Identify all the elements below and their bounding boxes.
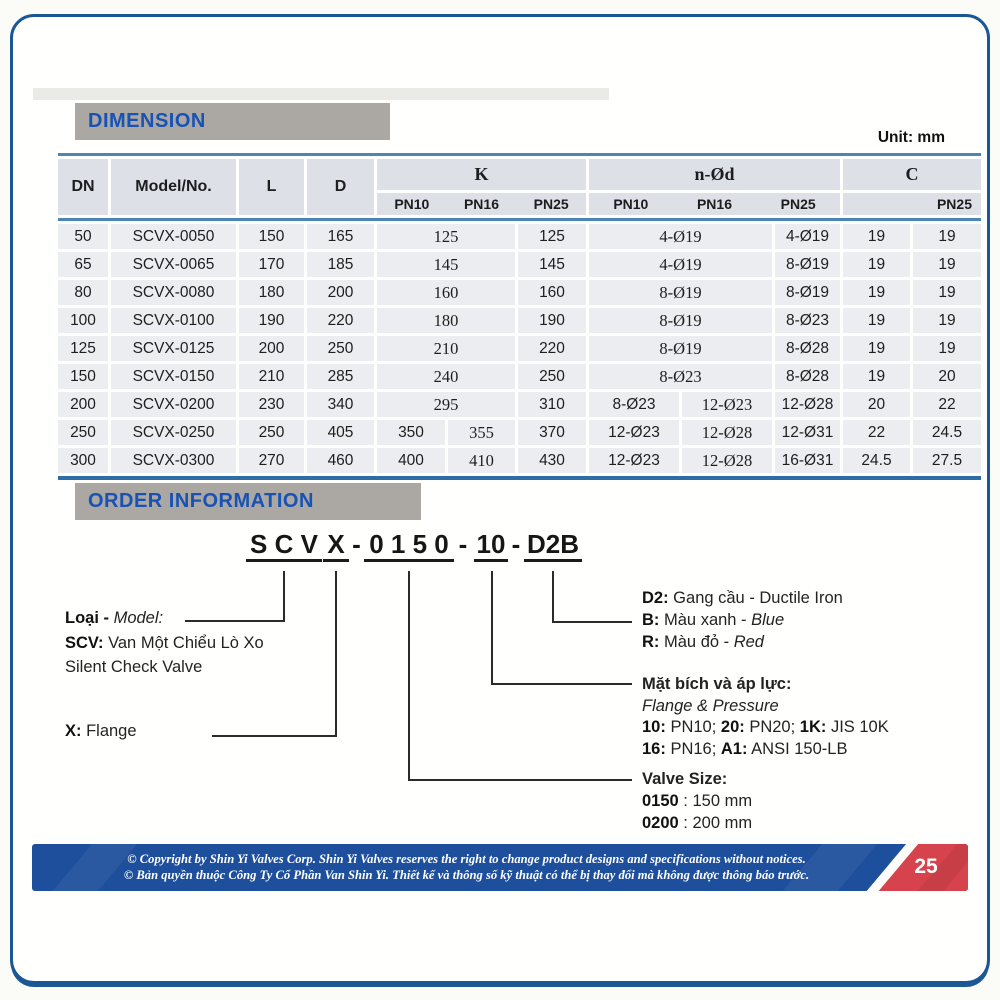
table-cell: 12-Ø23: [682, 392, 772, 417]
p1-t1: PN10;: [665, 718, 721, 736]
label-b: [642, 609, 784, 631]
table-cell: SCVX-0100: [111, 308, 236, 333]
table-cell: 8-Ø19: [589, 280, 772, 305]
v1-text: : 150 mm: [678, 792, 753, 810]
table-cell: 190: [518, 308, 586, 333]
p1-b2: 20:: [720, 718, 745, 736]
label-flange-text: Flange: [81, 722, 137, 740]
connector-line: [552, 621, 632, 623]
table-cell: 150: [239, 224, 304, 249]
label-model-bold: Loại -: [65, 609, 109, 627]
table-cell: 19: [843, 252, 910, 277]
table-cell: 370: [518, 420, 586, 445]
table-cell: 200: [58, 392, 108, 417]
k-pn10-header: PN10: [394, 196, 430, 212]
table-bottom-rule: [58, 476, 981, 480]
table-cell: 19: [913, 280, 981, 305]
table-cell: 210: [377, 336, 515, 361]
table-cell: 250: [239, 420, 304, 445]
p1-b3: 1K:: [799, 718, 827, 736]
label-pressure-sub: Flange & Pressure: [642, 697, 779, 715]
table-cell: 4-Ø19: [589, 224, 772, 249]
col-header-model: Model/No.: [111, 159, 236, 215]
table-cell: SCVX-0200: [111, 392, 236, 417]
footer-bar: [32, 844, 968, 891]
connector-line: [408, 779, 632, 781]
c-pn25-header: PN25: [936, 196, 972, 212]
code-dash: -: [352, 529, 361, 559]
table-row: [58, 224, 981, 249]
label-b-italic: Blue: [751, 611, 785, 629]
connector-line: [212, 735, 337, 737]
order-section-bar: [75, 483, 421, 520]
table-cell: 145: [518, 252, 586, 277]
table-row: [58, 420, 981, 445]
table-cell: 190: [239, 308, 304, 333]
table-cell: 22: [913, 392, 981, 417]
faded-strip: [33, 88, 609, 100]
table-cell: 220: [518, 336, 586, 361]
table-cell: 80: [58, 280, 108, 305]
table-cell: 12-Ø31: [775, 420, 840, 445]
table-cell: 285: [307, 364, 374, 389]
label-flange-bold: X:: [65, 722, 82, 740]
k-pn25-header: PN25: [533, 196, 569, 212]
table-cell: 125: [377, 224, 515, 249]
table-top-rule: [58, 153, 981, 156]
table-group-header-row: [58, 159, 981, 190]
label-r: [642, 631, 764, 653]
table-cell: 460: [307, 448, 374, 473]
table-cell: 19: [843, 336, 910, 361]
table-cell: SCVX-0150: [111, 364, 236, 389]
code-dash: -: [511, 529, 521, 559]
p2-b1: 16:: [642, 740, 666, 758]
table-cell: 12-Ø23: [589, 448, 679, 473]
label-scv-text: Van Một Chiểu Lò Xo: [103, 634, 264, 652]
table-cell: 230: [239, 392, 304, 417]
table-cell: 250: [518, 364, 586, 389]
table-cell: 180: [377, 308, 515, 333]
k-pn16-header: PN16: [463, 196, 499, 212]
code-dash: -: [458, 529, 468, 559]
table-cell: 12-Ø28: [682, 420, 772, 445]
table-cell: 220: [307, 308, 374, 333]
table-cell: 295: [377, 392, 515, 417]
col-group-nod: n-Ød: [589, 159, 840, 190]
dimension-section-bar: [75, 103, 390, 140]
table-cell: 4-Ø19: [589, 252, 772, 277]
table-cell: 8-Ø23: [775, 308, 840, 333]
p1-t3: JIS 10K: [826, 718, 889, 736]
connector-line: [185, 620, 285, 622]
v2-text: : 200 mm: [678, 814, 753, 832]
footer-line1: © Copyright by Shin Yi Valves Corp. Shin Yi Valves reserves the right to change product designs and specifications without notices.: [127, 852, 806, 866]
label-silent: Silent Check Valve: [65, 658, 203, 676]
table-cell: 210: [239, 364, 304, 389]
label-pressure-codes-1: [642, 716, 889, 738]
nod-pn25-header: PN25: [780, 196, 816, 212]
unit-label: Unit: mm: [877, 129, 945, 146]
label-r-italic: Red: [733, 633, 764, 651]
col-header-dn: DN: [58, 159, 108, 215]
p2-b2: A1:: [720, 740, 748, 758]
label-r-bold: R:: [642, 633, 660, 651]
table-cell: 200: [307, 280, 374, 305]
table-cell: 12-Ø28: [775, 392, 840, 417]
nod-sub-headers: [589, 193, 840, 215]
v1-bold: 0150: [642, 792, 679, 810]
label-r-text: Màu đỏ -: [659, 633, 734, 651]
table-cell: 200: [239, 336, 304, 361]
code-segment-flange: X: [323, 530, 349, 562]
col-group-c: C: [843, 159, 981, 190]
connector-line: [552, 571, 554, 623]
table-cell: 310: [518, 392, 586, 417]
table-cell: 20: [913, 364, 981, 389]
table-cell: 12-Ø23: [589, 420, 679, 445]
nod-pn16-header: PN16: [696, 196, 732, 212]
nod-pn10-header: PN10: [613, 196, 649, 212]
table-cell: 170: [239, 252, 304, 277]
table-cell: 22: [843, 420, 910, 445]
table-cell: 8-Ø19: [589, 336, 772, 361]
table-cell: 8-Ø23: [589, 364, 772, 389]
dimension-table: [55, 150, 984, 483]
connector-line: [491, 571, 493, 685]
table-cell: 20: [843, 392, 910, 417]
order-title: ORDER INFORMATION: [88, 490, 314, 512]
table-cell: 19: [843, 364, 910, 389]
table-cell: 160: [377, 280, 515, 305]
table-cell: 430: [518, 448, 586, 473]
table-row: [58, 308, 981, 333]
table-cell: SCVX-0300: [111, 448, 236, 473]
table-cell: 8-Ø28: [775, 336, 840, 361]
table-cell: 270: [239, 448, 304, 473]
table-cell: SCVX-0065: [111, 252, 236, 277]
label-valve-size-title: Valve Size:: [642, 770, 728, 788]
label-d2-bold: D2:: [642, 589, 669, 607]
label-pressure-title: Mặt bích và áp lực:: [642, 675, 792, 693]
table-cell: 19: [913, 336, 981, 361]
label-d2-text: Gang cầu - Ductile Iron: [668, 589, 843, 607]
table-cell: 24.5: [843, 448, 910, 473]
v2-bold: 0200: [642, 814, 679, 832]
table-cell: 8-Ø19: [775, 252, 840, 277]
p1-b1: 10:: [642, 718, 666, 736]
label-b-text: Màu xanh -: [659, 611, 752, 629]
table-cell: 300: [58, 448, 108, 473]
p1-t2: PN20;: [744, 718, 800, 736]
label-flange: [65, 720, 137, 742]
table-cell: 185: [307, 252, 374, 277]
table-cell: 27.5: [913, 448, 981, 473]
table-row: [58, 280, 981, 305]
table-cell: 65: [58, 252, 108, 277]
table-cell: 125: [58, 336, 108, 361]
table-cell: 410: [448, 448, 515, 473]
table-cell: 125: [518, 224, 586, 249]
k-sub-headers: [377, 193, 586, 215]
table-cell: 145: [377, 252, 515, 277]
col-header-d: D: [307, 159, 374, 215]
c-sub-headers: [843, 193, 981, 215]
dimension-title: DIMENSION: [88, 110, 206, 132]
table-cell: 240: [377, 364, 515, 389]
table-cell: 4-Ø19: [775, 224, 840, 249]
table-cell: 350: [377, 420, 445, 445]
col-header-l: L: [239, 159, 304, 215]
table-cell: SCVX-0080: [111, 280, 236, 305]
label-model-italic: Model:: [109, 609, 164, 627]
table-cell: 250: [307, 336, 374, 361]
code-segment-material: D2B: [524, 530, 582, 562]
connector-line: [491, 683, 632, 685]
table-row: [58, 336, 981, 361]
table-row: [58, 448, 981, 473]
table-cell: 19: [843, 308, 910, 333]
connector-line: [335, 571, 337, 737]
label-d2: [642, 587, 843, 609]
table-cell: 12-Ø28: [682, 448, 772, 473]
table-body: [58, 224, 981, 473]
table-cell: SCVX-0250: [111, 420, 236, 445]
table-cell: 180: [239, 280, 304, 305]
code-segment-model: S C V: [246, 530, 322, 562]
table-cell: 19: [913, 252, 981, 277]
table-cell: 8-Ø28: [775, 364, 840, 389]
label-scv: [65, 632, 264, 654]
table-mid-rule: [58, 218, 981, 221]
table-cell: 100: [58, 308, 108, 333]
label-valve-size-0200: [642, 812, 752, 834]
label-scv-bold: SCV:: [65, 634, 104, 652]
page-number: 25: [914, 855, 938, 878]
p2-t2: ANSI 150-LB: [747, 740, 848, 758]
table-cell: 400: [377, 448, 445, 473]
table-cell: 8-Ø19: [589, 308, 772, 333]
footer-copyright: [90, 851, 843, 883]
label-b-bold: B:: [642, 611, 660, 629]
table-cell: 340: [307, 392, 374, 417]
table-row: [58, 392, 981, 417]
table-cell: 355: [448, 420, 515, 445]
label-pressure-codes-2: [642, 738, 847, 760]
table-cell: 19: [913, 308, 981, 333]
table-cell: 19: [843, 224, 910, 249]
table-cell: 160: [518, 280, 586, 305]
table-cell: 250: [58, 420, 108, 445]
connector-line: [408, 571, 410, 781]
table-row: [58, 364, 981, 389]
table-cell: 19: [913, 224, 981, 249]
table-cell: SCVX-0050: [111, 224, 236, 249]
code-segment-size: 0 1 5 0: [364, 530, 454, 562]
table-cell: 19: [843, 280, 910, 305]
code-segment-pressure: 10: [474, 530, 508, 562]
footer-line2: © Bản quyền thuộc Công Ty Cổ Phần Van Shin Yi. Thiết kế và thông số kỹ thuật có thể bị thay đổi mà không được thông báo trước.: [123, 868, 810, 882]
label-model: [65, 607, 163, 629]
table-cell: 8-Ø23: [589, 392, 679, 417]
label-valve-size-0150: [642, 790, 752, 812]
connector-line: [283, 571, 285, 622]
p2-t1: PN16;: [665, 740, 721, 758]
table-cell: 150: [58, 364, 108, 389]
table-cell: 165: [307, 224, 374, 249]
table-cell: SCVX-0125: [111, 336, 236, 361]
table-cell: 405: [307, 420, 374, 445]
table-cell: 50: [58, 224, 108, 249]
dimension-table-wrap: [55, 150, 972, 483]
table-row: [58, 252, 981, 277]
table-cell: 16-Ø31: [775, 448, 840, 473]
table-cell: 8-Ø19: [775, 280, 840, 305]
table-cell: 24.5: [913, 420, 981, 445]
col-group-k: K: [377, 159, 586, 190]
